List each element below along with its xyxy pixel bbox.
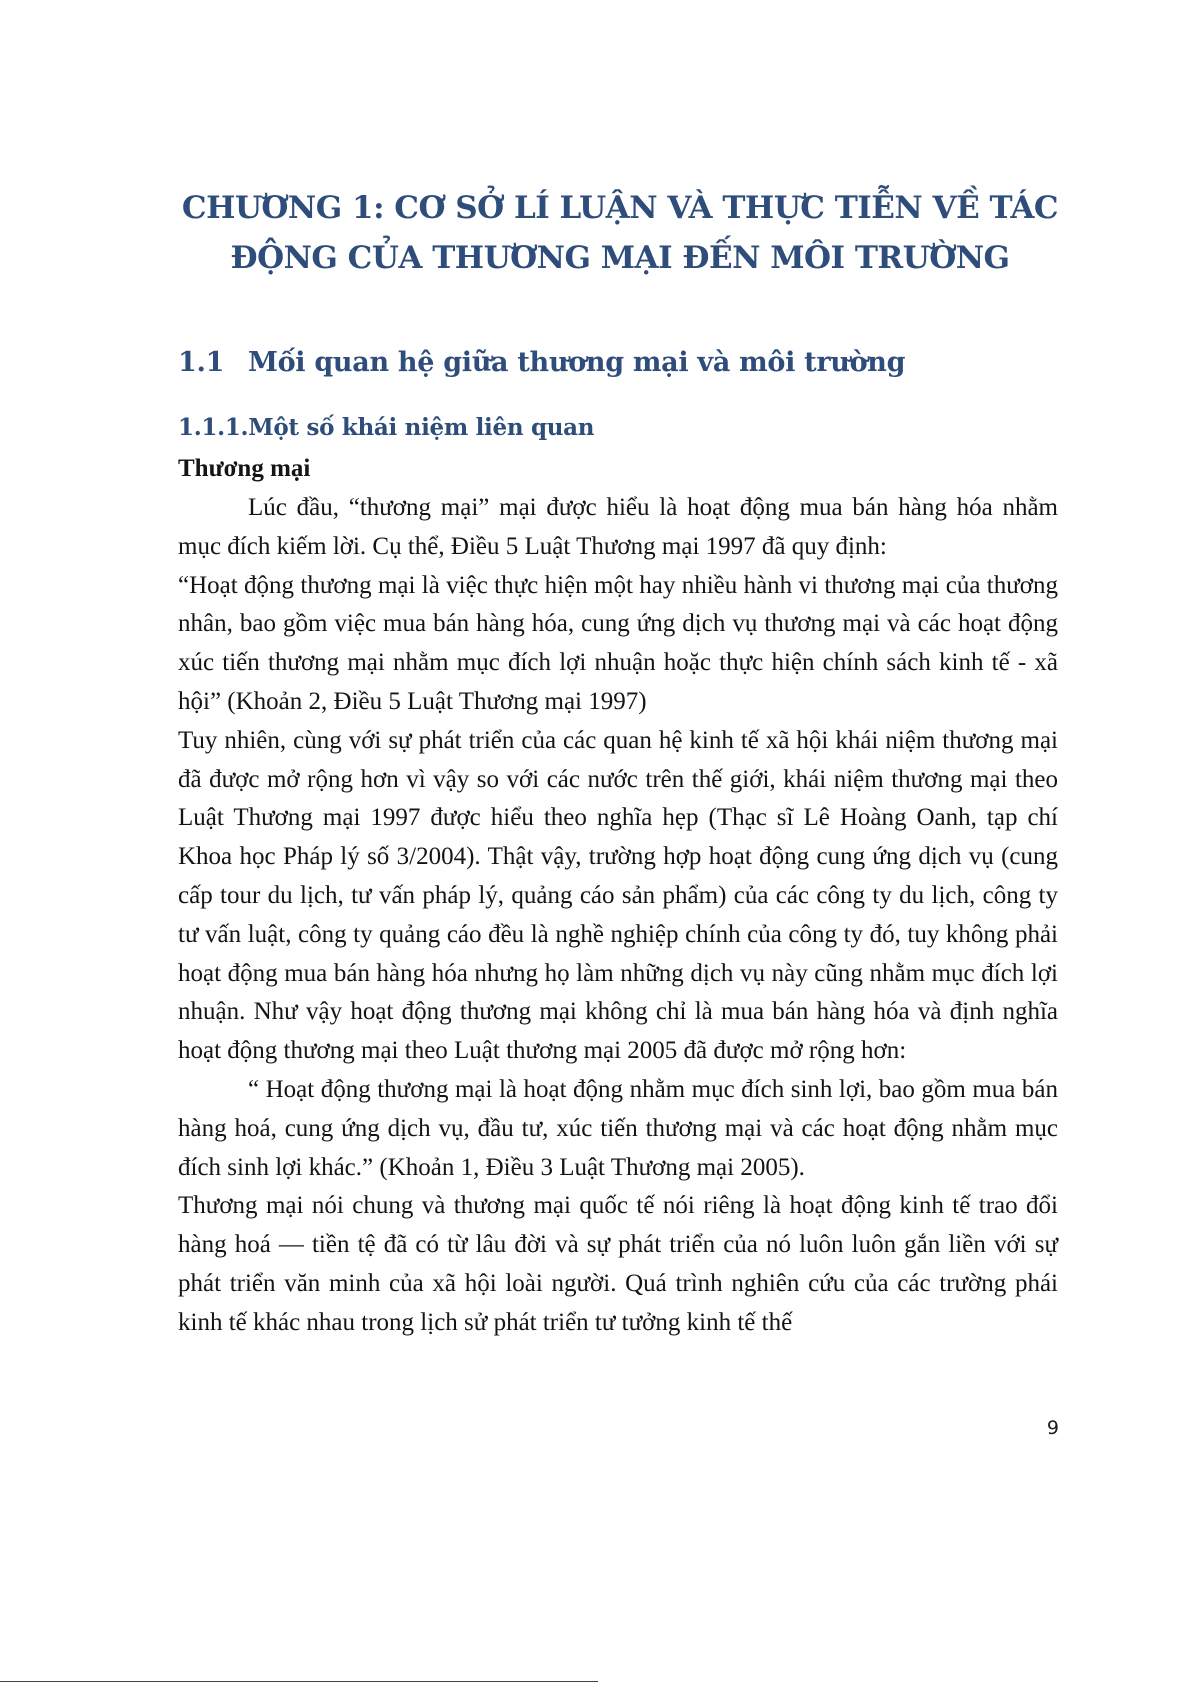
chapter-title-line-1: CHƯƠNG 1: CƠ SỞ LÍ LUẬN VÀ THỰC TIỄN VỀ TÁC [181,190,1059,226]
section-number: 1.1 [178,347,225,378]
paragraph-4: “ Hoạt động thương mại là hoạt động nhằm mục đích sinh lợi, bao gồm mua bán hàng hoá, cung ứng dịch vụ, đầu tư, xúc tiến thương mại và các hoạt động nhằm mục đích sinh lợi khác.” (Khoản 1, Điều 3 Luật Thương mại 2005). [178,1075,1058,1181]
footer-divider [0,1681,598,1682]
term-heading: Thương mại [178,455,311,482]
paragraph-1: Lúc đầu, “thương mại” mại được hiểu là hoạt động mua bán hàng hóa nhằm mục đích kiếm lời. Cụ thể, Điều 5 Luật Thương mại 1997 đã quy định: [178,494,1058,560]
subsection-heading [178,414,594,441]
chapter-title [150,183,1090,283]
page-number: 9 [1046,1417,1059,1439]
subsection-title: Một số khái niệm liên quan [248,414,595,441]
paragraph-5: Thương mại nói chung và thương mại quốc tế nói riêng là hoạt động kinh tế trao đổi hàng hoá — tiền tệ đã có từ lâu đời và sự phát triển của nó luôn luôn gắn liền với sự phát triển văn minh của xã hội loài người. Quá trình nghiên cứu của các trường phái kinh tế khác nhau trong lịch sử phát triển tư tưởng kinh tế thế [178,1192,1058,1336]
section-heading [178,347,905,378]
body-text [178,489,1058,1343]
subsection-number: 1.1.1. [178,414,249,441]
section-title: Mối quan hệ giữa thương mại và môi trường [248,347,906,378]
paragraph-3: Tuy nhiên, cùng với sự phát triển của các quan hệ kinh tế xã hội khái niệm thương mại đã được mở rộng hơn vì vậy so với các nước trên thế giới, khái niệm thương mại theo Luật Thương mại 1997 được hiểu theo nghĩa hẹp (Thạc sĩ Lê Hoàng Oanh, tạp chí Khoa học Pháp lý số 3/2004). Thật vậy, trường hợp hoạt động cung ứng dịch vụ (cung cấp tour du lịch, tư vấn pháp lý, quảng cáo sản phẩm) của các công ty du lịch, công ty tư vấn luật, công ty quảng cáo đều là nghề nghiệp chính của công ty đó, tuy không phải hoạt động mua bán hàng hóa nhưng họ làm những dịch vụ này cũng nhằm mục đích lợi nhuận. Như vậy hoạt động thương mại không chỉ là mua bán hàng hóa và định nghĩa hoạt động thương mại theo Luật thương mại 2005 đã được mở rộng hơn: [178,726,1058,1065]
chapter-title-line-2: ĐỘNG CỦA THƯƠNG MẠI ĐẾN MÔI TRƯỜNG [230,240,1010,276]
paragraph-2: “Hoạt động thương mại là việc thực hiện một hay nhiều hành vi thương mại của thương nhân, bao gồm việc mua bán hàng hóa, cung ứng dịch vụ thương mại và các hoạt động xúc tiến thương mại nhằm mục đích lợi nhuận hoặc thực hiện chính sách kinh tế - xã hội” (Khoản 2, Điều 5 Luật Thương mại 1997) [178,571,1058,715]
